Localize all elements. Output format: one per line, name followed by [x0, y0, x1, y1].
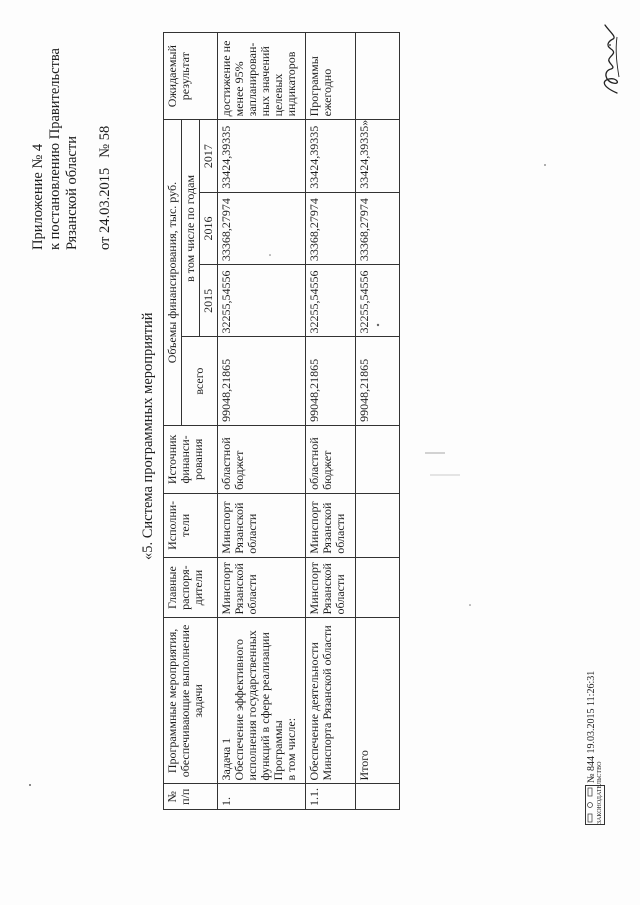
resolution-ref: к постановлению Правительства — [47, 48, 63, 250]
header-source: Источник финанси-рования — [164, 425, 218, 493]
date-text: от 24.03.2015 — [97, 167, 113, 250]
row-2017: 33424,39335 — [218, 120, 306, 192]
section-title: «5. Система программных мероприятий — [140, 312, 156, 560]
header-by-years: в том числе по годам — [182, 120, 200, 337]
registration-number: № 844 19.03.2015 11:26:31 — [586, 670, 597, 783]
row-total: 99048,21865 — [356, 337, 400, 425]
row-result: Программы ежегодно — [306, 33, 356, 120]
row-total: 99048,21865 — [306, 337, 356, 425]
appendix-number: Приложение № 4 — [30, 143, 46, 250]
row-2017: 33424,39335» — [356, 120, 400, 192]
row-2015: 32255,54556 — [218, 265, 306, 337]
row-source: областной бюджет — [306, 425, 356, 493]
header-measures: Программные мероприятия, обеспечивающие выполнение задачи — [164, 618, 218, 784]
header-year-2015: 2015 — [200, 265, 218, 337]
header-total: всего — [182, 337, 218, 425]
row-measure: Итого — [356, 618, 400, 784]
header-year-2017: 2017 — [200, 120, 218, 192]
row-result: достижение не менее 95% запланирован-ных значений целевых индикаторов — [218, 33, 306, 120]
row-manager: Минспорт Рязанской области — [306, 557, 356, 618]
region-name: Рязанской области — [64, 136, 80, 250]
header-num: № п/п — [164, 784, 218, 810]
header-year-2016: 2016 — [200, 192, 218, 264]
row-2016: 33368,27974 — [356, 192, 400, 264]
stamp-text: ЗАКОНОДАТЕЛЬСТВО — [597, 761, 603, 824]
row-2015: 32255,54556 — [306, 265, 356, 337]
row-measure: Задача 1 Обеспечение эффективного исполнения государственных функций в сфере реализации Программы в том числе: — [218, 618, 306, 784]
header-executors: Исполни-тели — [164, 493, 218, 557]
row-executor: Минспорт Рязанской области — [306, 493, 356, 557]
row-2016: 33368,27974 — [306, 192, 356, 264]
row-measure: Обеспечение деятельности Минспорта Рязанской области — [306, 618, 356, 784]
header-managers: Главные распоря-дители — [164, 557, 218, 618]
row-num: 1.1. — [306, 784, 356, 810]
row-2016: 33368,27974 — [218, 192, 306, 264]
row-total: 99048,21865 — [218, 337, 306, 425]
row-2017: 33424,39335 — [306, 120, 356, 192]
row-manager: Минспорт Рязанской области — [218, 557, 306, 618]
row-2015: 32255,54556 — [356, 265, 400, 337]
row-num: 1. — [218, 784, 306, 810]
row-source: областной бюджет — [218, 425, 306, 493]
row-executor: Минспорт Рязанской области — [218, 493, 306, 557]
header-funding: Объемы финансирования, тыс. руб. — [164, 120, 182, 425]
resolution-number: № 58 — [97, 125, 113, 158]
header-result: Ожидаемый результат — [164, 33, 218, 120]
